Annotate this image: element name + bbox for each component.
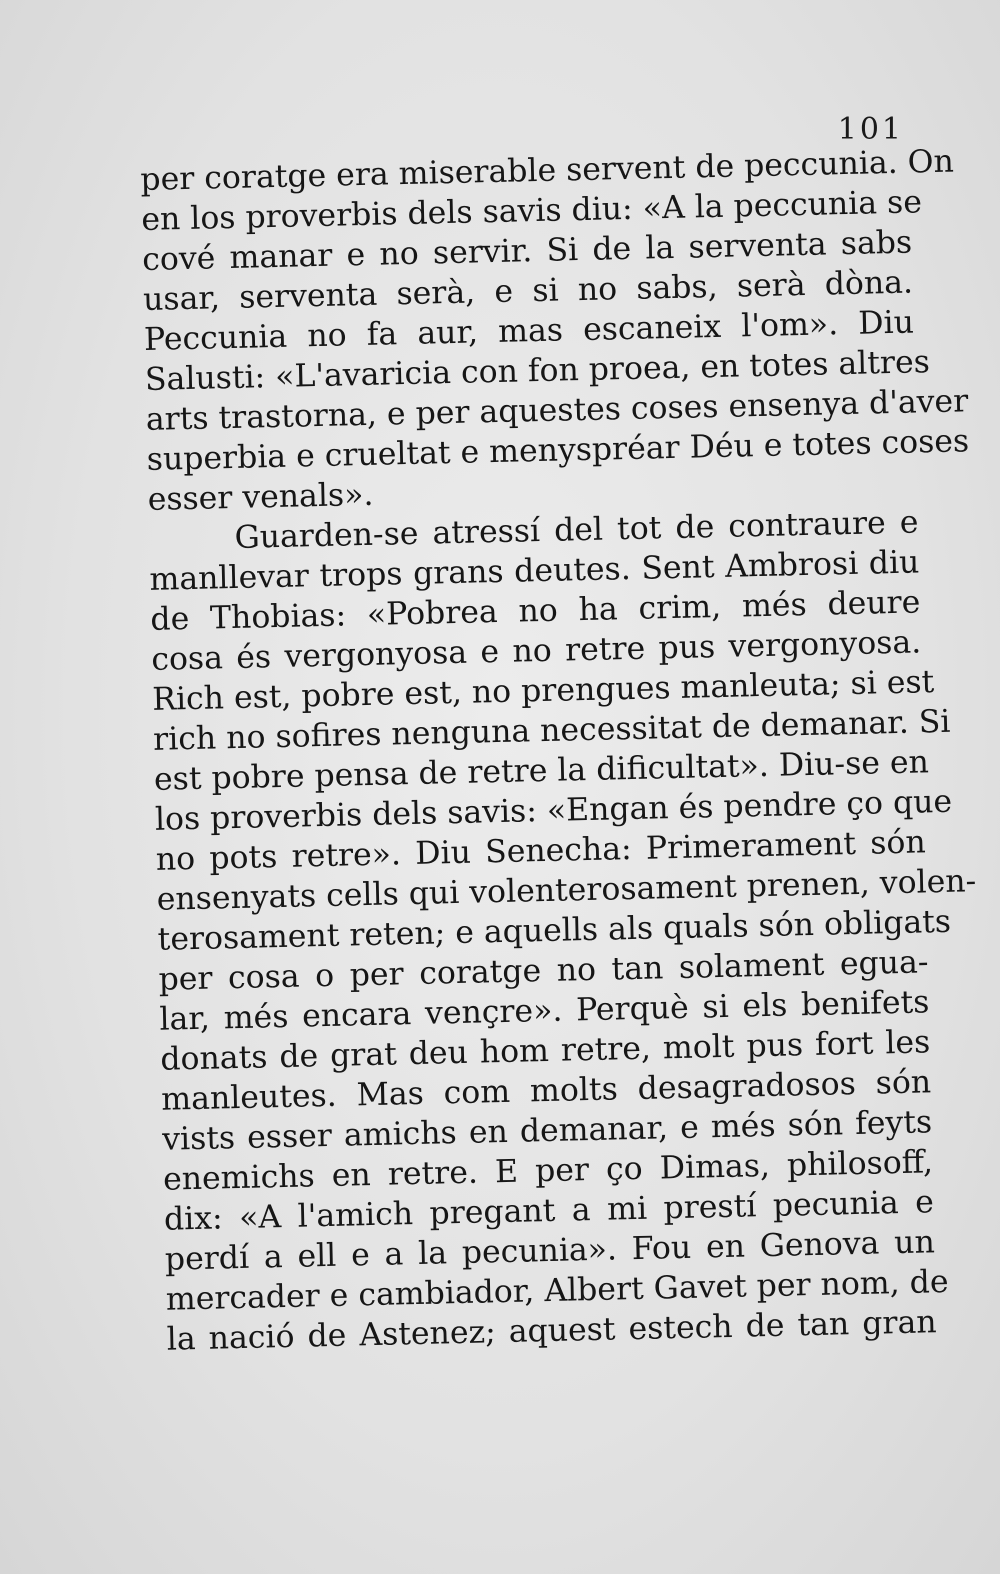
text-line: usar, serventa serà, e si no sabs, serà dòna.: [142, 264, 914, 318]
text-line: Guarden-se atressí del tot de contraure e: [234, 504, 919, 556]
text-line: per cosa o per coratge no tan solament egua-: [158, 944, 929, 998]
text-line: Salusti: «L'avaricia con fon proea, en totes altres: [144, 344, 931, 398]
text-line: arts trastorna, e per aquestes coses ensenya d'aver: [145, 383, 969, 438]
text-line: cové manar e no servir. Si de la serventa sabs: [141, 224, 913, 278]
text-line: superbia e crueltat e menyspréar Déu e totes coses: [146, 423, 970, 478]
text-line: dix: «A l'amich pregant a mi prestí pecunia e: [163, 1184, 935, 1238]
text-line: mercader e cambiador, Albert Gavet per nom, de: [165, 1263, 949, 1318]
text-line: los proverbis dels savis: «Engan és pendre ço que: [154, 783, 953, 838]
text-line: esser venals».: [147, 476, 374, 518]
text-line: per coratge era miserable servent de peccunia. On: [140, 143, 955, 198]
text-line: enemichs en retre. E per ço Dimas, philosoff,: [162, 1144, 934, 1198]
text-line: de Thobias: «Pobrea no ha crim, més deure: [150, 584, 921, 638]
text-line: vists esser amichs en demanar, e més són feyts: [161, 1104, 933, 1158]
text-line: cosa és vergonyosa e no retre pus vergonyosa.: [150, 624, 922, 678]
text-line: la nació de Astenez; aquest estech de tan gran: [166, 1304, 937, 1358]
text-line: no pots retre». Diu Senecha: Primerament són: [155, 824, 927, 878]
text-line: rich no sofires nenguna necessitat de demanar. Si: [152, 703, 951, 758]
text-line: manleutes. Mas com molts desagradosos són: [160, 1064, 932, 1118]
text-line: perdí a ell e a la pecunia». Fou en Genova un: [164, 1224, 936, 1278]
text-line: Peccunia no fa aur, mas escaneix l'om». Diu: [143, 304, 915, 358]
text-line: lar, més encara vençre». Perquè si els benifets: [159, 984, 930, 1038]
body-text: [140, 143, 977, 1360]
text-line: ensenyats cells qui volenterosament prenen, volen-: [156, 863, 977, 918]
text-line: Rich est, pobre est, no prengues manleuta; si est: [151, 664, 935, 718]
text-line: manllevar trops grans deutes. Sent Ambrosi diu: [149, 544, 920, 598]
text-line: en los proverbis dels savis diu: «A la peccunia se: [140, 184, 923, 238]
page-number: 101: [837, 112, 904, 147]
text-line: donats de grat deu hom retre, molt pus fort les: [160, 1024, 931, 1078]
text-line: est pobre pensa de retre la dificultat». Diu-se en: [153, 744, 930, 798]
text-line: terosament reten; e aquells als quals són obligats: [157, 903, 952, 958]
